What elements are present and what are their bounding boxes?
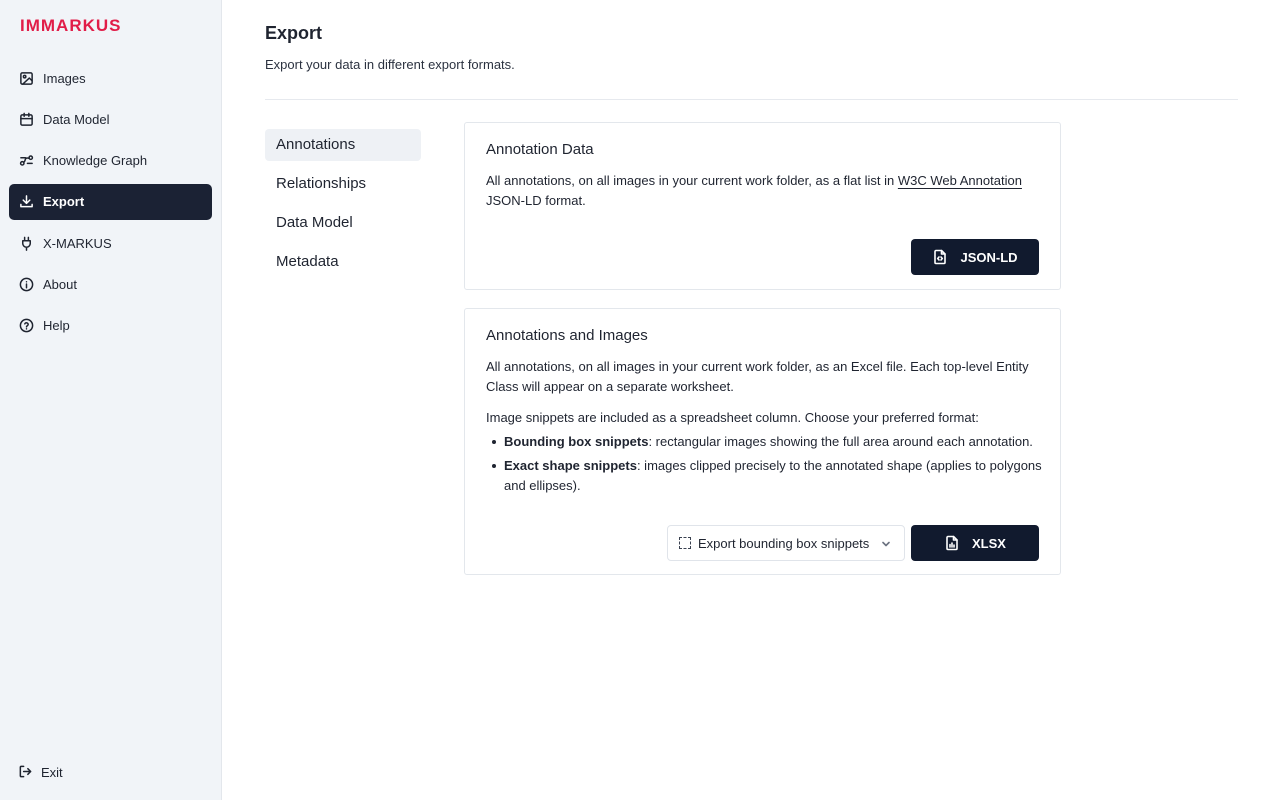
export-json-ld-button[interactable] <box>911 239 1039 275</box>
divider <box>265 99 1238 100</box>
dashed-square-icon <box>679 537 691 549</box>
card-description: All annotations, on all images in your current work folder, as an Excel file. Each top-level Entity Class will appear on a separate worksheet. <box>486 359 1029 394</box>
export-xlsx-button[interactable] <box>911 525 1039 561</box>
description-text: All annotations, on all images in your current work folder, as a flat list in <box>486 173 898 188</box>
sidebar-item-help[interactable] <box>9 308 212 344</box>
list-item <box>486 456 1046 496</box>
bullet-text: : images clipped precisely to the annotated shape (applies to polygons and ellipses). <box>504 458 1042 493</box>
sidebar-item-label: About <box>43 276 77 292</box>
calendar-icon <box>18 111 34 127</box>
tab-annotations[interactable]: Annotations <box>265 129 421 161</box>
file-code-icon <box>932 249 948 265</box>
plug-icon <box>18 235 34 251</box>
page-subtitle: Export your data in different export formats. <box>265 57 515 72</box>
sidebar-item-x-markus[interactable] <box>9 225 212 261</box>
sidebar-item-images[interactable] <box>9 60 212 96</box>
sidebar-nav <box>9 60 212 349</box>
card-title: Annotation Data <box>486 141 594 158</box>
sidebar-item-label: Knowledge Graph <box>43 153 148 169</box>
snippet-options-list <box>486 432 1046 500</box>
sidebar-item-label: X-MARKUS <box>43 235 112 251</box>
main-content <box>222 0 1280 800</box>
bullet-term: Bounding box snippets <box>504 434 649 449</box>
tab-data-model[interactable]: Data Model <box>276 214 353 231</box>
sidebar-item-data-model[interactable] <box>9 101 212 137</box>
snippet-intro: Image snippets are included as a spreadsheet column. Choose your preferred format: <box>486 410 979 425</box>
export-subnav <box>265 129 421 285</box>
tab-relationships[interactable]: Relationships <box>276 175 367 192</box>
sidebar-item-about[interactable] <box>9 266 212 302</box>
exit-button[interactable] <box>18 764 63 780</box>
card-title: Annotations and Images <box>486 327 648 344</box>
bullet-term: Exact shape snippets <box>504 458 637 473</box>
exit-label: Exit <box>41 764 63 780</box>
list-item <box>486 432 1046 452</box>
annotations-images-card <box>464 308 1061 575</box>
w3c-link[interactable]: W3C Web Annotation <box>897 173 1022 188</box>
download-icon <box>18 194 34 210</box>
info-icon <box>18 276 34 292</box>
sidebar-item-label: Export <box>43 194 85 210</box>
sidebar-item-knowledge-graph[interactable] <box>9 143 212 179</box>
app-logo[interactable]: IMMARKUS <box>20 16 122 35</box>
sidebar-item-label: Data Model <box>43 111 110 127</box>
annotation-data-card <box>464 122 1061 290</box>
description-text: JSON-LD format. <box>486 193 586 208</box>
file-spreadsheet-icon <box>944 535 960 551</box>
chevron-down-icon <box>880 538 892 550</box>
snippet-format-select[interactable] <box>667 525 905 561</box>
sidebar-item-export[interactable] <box>9 184 212 220</box>
sidebar-item-label: Images <box>43 70 86 86</box>
help-circle-icon <box>18 318 34 334</box>
log-out-icon <box>18 764 34 780</box>
tab-metadata[interactable]: Metadata <box>276 253 339 270</box>
button-label: XLSX <box>972 535 1006 551</box>
image-icon <box>18 70 34 86</box>
card-description <box>486 171 1046 211</box>
button-label: JSON-LD <box>960 249 1018 265</box>
graph-icon <box>18 153 34 169</box>
sidebar <box>0 0 222 800</box>
sidebar-item-label: Help <box>43 318 70 334</box>
bullet-text: : rectangular images showing the full area around each annotation. <box>648 434 1033 449</box>
select-value: Export bounding box snippets <box>698 535 870 551</box>
page-title: Export <box>265 23 323 43</box>
